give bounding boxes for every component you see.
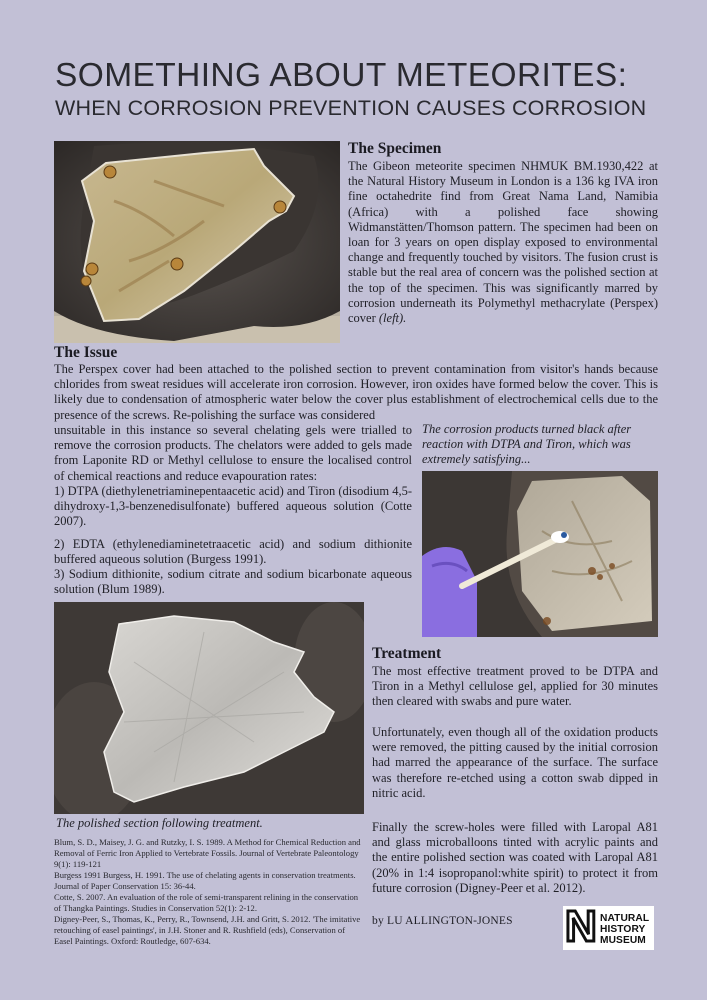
author-credit: by LU ALLINGTON-JONES: [372, 915, 513, 927]
specimen-text: [348, 159, 658, 326]
reference-item: Digney-Peer, S., Thomas, K., Perry, R., Townsend, J.H. and Gritt, S. 2012. 'The imitative retouching of easel paintings', in J.H. Stoner and R. Rushfield (eds), Conservation of Easel Paintings. Oxford: Routledge, 607-634.: [54, 914, 361, 946]
reference-item: Cotte, S. 2007. An evaluation of the role of semi-transparent relining in the conservation of Thangka Paintings. Studies in Conservation 52(1): 2-12.: [54, 892, 359, 913]
issue-item-3: 3) Sodium dithionite, sodium citrate and sodium bicarbonate aqueous solution (Blum 1989).: [54, 567, 412, 597]
issue-item-1: 1) DTPA (diethylenetriaminepentaacetic acid) and Tiron (disodium 4,5-dihydroxy-1,3-benzenedisulfonate) buffered aqueous solution (Cotte 2007).: [54, 484, 412, 529]
treatment-paragraph-3: Finally the screw-holes were filled with Laropal A81 and glass microballoons tinted with acrylic paints and the entire polished section was coated with Laropal A81 (20% in 1:4 isopropanol:white spirit) to protect it from future corrosion (Digney-Peer et al. 2012).: [372, 820, 658, 895]
reference-item: Blum, S. D., Maisey, J. G. and Rutzky, I. S. 1989. A Method for Chemical Reduction and Removal of Ferric Iron Applied to Vertebrate Fossils. Journal of Vertebrate Paleontology 9(1): 119-121: [54, 837, 361, 869]
page-title: SOMETHING ABOUT METEORITES:: [55, 57, 628, 94]
treated-section-photo: [54, 602, 364, 814]
specimen-cover-photo: [54, 141, 340, 343]
nhm-logo-letter: N: [565, 902, 597, 951]
treatment-paragraph-2: Unfortunately, even though all of the oxidation products were removed, the pitting caused by the initial corrosion had marred the appearance of the surface. The surface was therefore re-etched using a cotton swab dipped in nitric acid.: [372, 725, 658, 800]
nhm-logo-line-3: MUSEUM: [600, 935, 646, 946]
issue-heading: The Issue: [54, 344, 118, 361]
specimen-heading: The Specimen: [348, 140, 442, 157]
swab-treatment-photo: [422, 471, 658, 637]
specimen-text-body: The Gibeon meteorite specimen NHMUK BM.1930,422 at the Natural History Museum in London is a 136 kg IVA iron fine octahedrite find from Great Nama Land, Namibia (Africa) with a polished face showing Widmanstätten/Thomson pattern. The specimen had been on loan for 3 years on open display exposed to environmental change and frequently touched by visitors. The fusion crust is stable but the real area of concern was the polished section at the top of the specimen. This was significantly marred by corrosion underneath its Polymethyl methacrylate (Perspex) cover: [348, 159, 658, 326]
nhm-logo-line-2: HISTORY: [600, 924, 646, 935]
treatment-paragraph-1: The most effective treatment proved to be DTPA and Tiron in a Methyl cellulose gel, applied for 30 minutes then cleared with swabs and pure water.: [372, 664, 658, 709]
issue-item-2: 2) EDTA (ethylenediaminetetraacetic acid) and sodium dithionite buffered aqueous solution (Burgess 1991).: [54, 537, 412, 567]
nhm-logo-line-1: NATURAL: [600, 913, 650, 924]
nhm-logo: [563, 902, 654, 951]
reference-item: Burgess 1991 Burgess, H. 1991. The use of chelating agents in conservation treatments. Journal of Paper Conservation 15: 36-44.: [54, 870, 356, 891]
swab-photo-caption: The corrosion products turned black after reaction with DTPA and Tiron, which was extremely satisfying...: [422, 422, 632, 467]
treatment-heading: Treatment: [372, 645, 442, 662]
issue-continuation: unsuitable in this instance so several chelating gels were trialled to remove the corrosion products. The chelators were added to gels made from Laponite RD or Methyl cellulose to ensure the localised control of chemical reactions and reduce evapouration rates:: [54, 423, 412, 483]
references: [54, 837, 364, 947]
specimen-text-left-ref: (left).: [378, 311, 407, 326]
page-subtitle: WHEN CORROSION PREVENTION CAUSES CORROSION: [55, 96, 647, 120]
issue-paragraph: The Perspex cover had been attached to the polished section to prevent contamination from visitor's hands because chlorides from sweat residues will accelerate iron corrosion. However, iron oxides have formed below the cover. This is likely due to condensation of atmospheric water below the cover plus establishment of electrochemical cells due to the presence of the screws. Re-polishing the surface was considered: [54, 362, 658, 422]
treated-photo-caption: The polished section following treatment.: [56, 816, 263, 830]
